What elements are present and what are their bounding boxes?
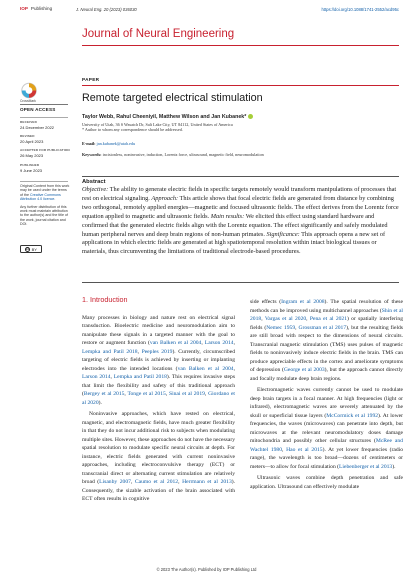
citation-link[interactable]: 2012 — [166, 479, 179, 485]
citation-link[interactable]: van Balken — [177, 365, 205, 372]
sidebar-divider — [20, 104, 68, 105]
affiliation: University of Utah, 36 S Wasatch Dr, Salt Lake City, UT 84112, United States of America * Author to whom any correspondence should be addressed. — [82, 122, 233, 133]
orcid-icon[interactable] — [248, 114, 253, 119]
citation-link[interactable]: 2018 — [250, 316, 262, 322]
body-text: , — [295, 324, 299, 331]
citation-link[interactable]: 2008 — [313, 299, 325, 305]
citation-link[interactable]: Caumo — [134, 479, 152, 485]
citation-link[interactable]: et al — [355, 412, 366, 419]
citation-link[interactable]: 2020 — [87, 399, 99, 406]
doi-link[interactable]: https://doi.org/10.1088/1741-2552/acd95c — [321, 6, 399, 12]
body-text: , — [306, 316, 310, 322]
body-text: , — [282, 446, 287, 453]
open-access-label: OPEN ACCESS — [20, 107, 56, 112]
citation-link[interactable]: et al — [323, 316, 334, 322]
citation-link[interactable]: et al — [323, 324, 334, 331]
body-text: ). Currently, circumscribed targeting of electric fields is achieved by inserting or implanting electrodes into the intended locations ( — [82, 348, 236, 372]
history-accepted: ACCEPTED FOR PUBLICATION 26 May 2023 — [20, 148, 70, 158]
citation-link[interactable]: Larson 2014 — [204, 340, 234, 346]
body-text: ). At yet lower frequencies (radio range), the wavelength is too broad—dozens of centimeters or meters—to allow for focal stimulation ( — [250, 446, 404, 470]
citation-link[interactable]: et al — [182, 391, 192, 397]
citation-link[interactable]: et al — [298, 446, 309, 453]
crossmark-icon[interactable] — [20, 82, 38, 99]
publisher-logo: IOP Publishing — [20, 6, 53, 11]
citation-link[interactable]: Grossman — [298, 324, 322, 331]
abstract-text: Objective: The ability to generate electric fields in specific targets remotely would transform manipulations of processes that rest on electrical signaling. Approach: This article shows that focal electric fields are generated from distance by combining two orthogonal, remotely applied energies—magnetic and focused ultrasonic fields. The effect derives from the Lorentz force equation applied to magnetic and ultrasonic fields. Main results: We elicited this effect using standard hardware and confirmed that the generated electric fields align with the Lorentz equation. The effect significantly and safely modulated human peripheral nerves and deep brain regions of non-human primates. Significance: This approach opens a new set of applications in which electric fields are generated at high spatiotemporal resolution within intact biological tissues or materials, thus circumventing the limitations of traditional electrode-based procedures. — [82, 186, 399, 256]
citation-link[interactable]: van Balken — [149, 340, 176, 346]
cc-icon: cc — [25, 247, 30, 251]
citation-link[interactable]: et al — [143, 391, 153, 397]
body-text: , — [233, 340, 235, 346]
citation-link[interactable]: George — [283, 367, 301, 373]
body-text: , — [130, 479, 135, 485]
email-link[interactable]: jan.kubanek@utah.edu — [96, 141, 136, 146]
body-text: , — [178, 479, 183, 485]
citation-link[interactable]: et al — [301, 367, 312, 373]
body-text: , — [233, 365, 235, 372]
body-text: ). This requires invasive steps that limit the flexibility and safety of this traditional approach ( — [82, 374, 236, 397]
journal-title[interactable]: Journal of Neural Engineering — [82, 28, 235, 40]
citation-link[interactable]: 2015 — [311, 446, 323, 453]
citation-link[interactable]: 1992 — [366, 412, 379, 419]
citation-link[interactable]: Nemec 1959 — [266, 324, 296, 331]
body-text: side effects ( — [250, 299, 282, 305]
citation-link[interactable]: Vargas — [264, 316, 280, 322]
citation-link[interactable]: et al — [299, 299, 311, 305]
body-text: ). The spatial resolution of these methods can be improved using multichannel approaches ( — [250, 299, 403, 314]
citation-link[interactable]: Shin — [381, 307, 393, 314]
body-text: ) or spatially interfering fields ( — [250, 316, 404, 331]
body-text: Ultrasonic waves combine depth penetration and safe application. Ultrasound can effectively modulate — [250, 475, 403, 490]
citation-link[interactable]: 2013 — [381, 463, 393, 470]
body-text: ). Consequently, the sizable activation of the brain associated with ECT often results in cognitive — [82, 479, 236, 502]
body-paragraph — [250, 474, 403, 491]
body-column-right — [250, 298, 403, 491]
citation-link[interactable]: et al — [207, 479, 218, 485]
citation-link[interactable]: 2017 — [334, 324, 347, 331]
body-paragraph — [82, 410, 235, 504]
citation-link[interactable]: 2021 — [335, 316, 347, 322]
body-text: , — [261, 316, 265, 322]
citation-link[interactable]: 2013 — [220, 479, 232, 485]
body-paragraph — [82, 314, 235, 408]
citation-link[interactable]: et al — [82, 391, 235, 406]
citation-link[interactable]: Lisanby 2007 — [99, 479, 131, 485]
citation-link[interactable]: Hao — [286, 446, 296, 453]
body-column-left — [82, 296, 235, 504]
body-paragraph — [250, 298, 403, 383]
body-text: , — [124, 391, 128, 397]
citation-link[interactable]: 2015 — [113, 391, 125, 397]
citation-link[interactable]: 2004 — [222, 365, 234, 372]
author-list: Taylor Webb, Rahul Cheeniyil, Matthew Wilson and Jan Kubanek* — [82, 114, 253, 120]
copyright-footer: © 2023 The Author(s). Published by IOP Publishing Ltd — [156, 567, 257, 572]
history-revised: REVISED 20 April 2023 — [20, 134, 44, 144]
citation-link[interactable]: Herrmann — [182, 479, 205, 485]
citation-link[interactable]: Bergey — [83, 391, 100, 397]
citation-link[interactable]: McRee and Wachtel 1980 — [250, 438, 403, 453]
history-received: RECEIVED 24 December 2022 — [20, 120, 55, 130]
citation-link[interactable]: Pena — [309, 316, 321, 322]
sidebar-divider — [20, 117, 68, 118]
header-divider — [82, 45, 399, 46]
citation-link[interactable]: Lempka and Patil 2018 — [113, 374, 167, 380]
body-text: Noninvasive approaches, which have rested on electrical, magnetic, and electromagnetic fields, have much greater flexibility in that they do not incur additional risk to subjects when modulating multiple sites. However, these approaches do not have the necessary spatial resolution to modulate specific neural circuits at depth. For instance, electric fields generated with current noninvasive approaches, including electroconvulsive therapy (ECT) or transcranial direct or alternating current stimulation are relatively broad ( — [82, 411, 235, 485]
body-text: , — [137, 348, 142, 355]
citation-link[interactable]: Liebenberger — [339, 463, 369, 470]
abstract-divider — [82, 176, 399, 177]
citation-link[interactable]: et al — [282, 316, 293, 322]
body-text: , — [110, 374, 114, 380]
sidebar-divider — [20, 181, 68, 182]
citation-link[interactable]: Ingram — [281, 299, 298, 305]
top-bar — [20, 6, 399, 16]
citation-link[interactable]: 2015 — [154, 391, 166, 397]
citation-link[interactable]: et al — [177, 340, 189, 346]
citation-link[interactable]: Peeples 2019 — [141, 348, 173, 355]
citation-link[interactable]: et al — [393, 307, 403, 314]
body-text: ). — [98, 399, 102, 406]
citation-link[interactable]: 2019 — [193, 391, 205, 397]
citation-link[interactable]: Lempka and Patil 2018 — [82, 348, 138, 355]
abstract-heading: Abstract — [82, 179, 106, 185]
citation-link[interactable]: 2020 — [294, 316, 307, 322]
license-notice: Original Content from this work may be used under the terms of the Creative Commons Attribution 4.0 licence. Any further distribution of this work must maintain attribution to the author(s) and the title of the work, journal citation and DOI. — [20, 184, 70, 227]
citation: J. Neural Eng. 20 (2023) 036030 — [76, 6, 137, 12]
title-divider — [82, 85, 399, 86]
citation-link[interactable]: et al — [153, 479, 165, 485]
citation-link[interactable]: Giordano — [208, 391, 230, 397]
body-text: Electromagnetic waves currently cannot be used to modulate deep brain targets in a focal manner. At high frequencies (light or infrared), electromagnetic waves are severely attenuated by the skull or superficial tissue layers ( — [250, 387, 403, 419]
abstract-divider — [82, 282, 399, 283]
body-text: , — [204, 391, 209, 397]
body-paragraph — [250, 386, 403, 471]
section-heading: 1. Introduction — [82, 295, 128, 304]
email-line: E-mail: jan.kubanek@utah.edu — [82, 141, 136, 146]
citation-link[interactable]: McCormick — [326, 412, 354, 419]
citation-link[interactable]: Tonge — [127, 391, 142, 397]
body-text: ), but the approach cannot directly and focally modulate deep brain regions. — [250, 367, 403, 382]
body-text: ). — [392, 463, 396, 470]
body-text: , — [201, 340, 205, 346]
citation-link[interactable]: Larson 2014 — [82, 374, 111, 380]
article-type: PAPER — [82, 77, 100, 82]
history-published: PUBLISHED 9 June 2023 — [20, 163, 43, 173]
body-text: , — [165, 391, 169, 397]
crossmark-label: CrossMark — [20, 98, 36, 103]
body-text: ), but the resulting fields are still broad with respect to the dimensions of neural circuits. Transcranial magnetic stimulation (TMS) uses pulses of magnetic fields to noninvasively induce electric fields in the brain. TMS can produce appreciable effects in the cortex and ameliorate symptoms of depression ( — [250, 324, 403, 373]
citation-link[interactable]: et al — [207, 365, 220, 372]
license-link[interactable]: Creative Commons Attribution 4.0 licence — [20, 192, 61, 202]
citation-link[interactable]: 2004 — [190, 340, 202, 346]
citation-link[interactable]: 2003 — [313, 367, 325, 373]
cc-license-badge[interactable]: cc BY — [20, 245, 42, 253]
article-title: Remote targeted electrical stimulation — [82, 92, 263, 104]
citation-link[interactable]: et al — [101, 391, 112, 397]
keywords: Keywords: incisionless, noninvasive, induction, Lorentz force, ultrasound, magnetic field, neuromodulation — [82, 152, 264, 157]
citation-link[interactable]: et al — [370, 463, 380, 470]
body-text: ). At lower frequencies, the waves (microwaves) can penetrate into depth, but microwaves at the relevant neuromodulatory doses damage mitochondria and possibly other cellular structures ( — [250, 412, 403, 444]
body-text: Many processes in biology and nature rest on electrical signal transduction. Bioelectric medicine and neuromodulation aim to manipulate these signals in a targeted manner with the goal to restore or augment function ( — [82, 314, 235, 346]
citation-link[interactable]: Sinai — [168, 391, 181, 397]
